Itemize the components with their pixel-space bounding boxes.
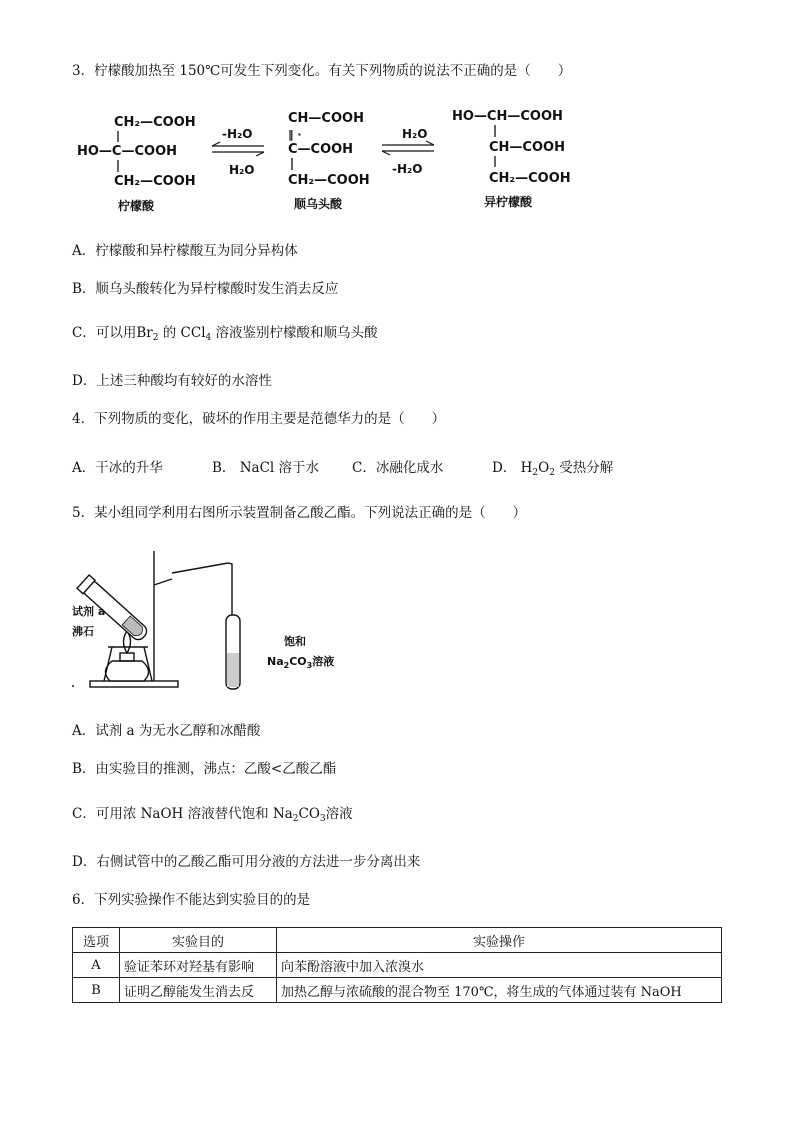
- q4-option-d: D． $H_2O_2$ 受热分解: [492, 460, 614, 478]
- q5-apparatus-figure: [72, 543, 372, 695]
- table-row: [73, 953, 722, 978]
- aconitic-row3: CH₂—COOH: [288, 173, 370, 188]
- row-b-purpose: 证明乙醇能发生消去反: [120, 978, 277, 1003]
- header-operation: 实验操作: [277, 928, 722, 953]
- isocitric-name: 异柠檬酸: [484, 195, 533, 209]
- q4-options: [72, 456, 613, 476]
- header-purpose: 实验目的: [120, 928, 277, 953]
- row-b-option: B: [73, 978, 120, 1003]
- table-row: [73, 978, 722, 1003]
- q3-option-a: A．柠檬酸和异柠檬酸互为同分异构体: [72, 243, 298, 259]
- arrow2-bottom-label: -H₂O: [392, 162, 423, 176]
- q4-stem: 4．下列物质的变化，破坏的作用主要是范德华力的是（ ）: [72, 411, 446, 427]
- boiling-stone-label: 沸石: [72, 625, 94, 638]
- q3-option-b: B．顺乌头酸转化为异柠檬酸时发生消去反应: [72, 281, 339, 297]
- header-option: 选项: [73, 928, 120, 953]
- q5-option-a: A．试剂 a 为无水乙醇和冰醋酸: [72, 723, 261, 739]
- q6-experiment-table: [72, 927, 722, 1003]
- q6-stem: 6．下列实验操作不能达到实验目的的是: [72, 892, 311, 908]
- citric-name: 柠檬酸: [118, 199, 155, 213]
- arrow2-top-label: H₂O: [402, 127, 428, 141]
- row-b-operation: 加热乙醇与浓硫酸的混合物至 170℃，将生成的气体通过装有 NaOH: [277, 978, 722, 1003]
- q5-stem: 5．某小组同学利用右图所示装置制备乙酸乙酯。下列说法正确的是（ ）: [72, 505, 527, 521]
- isocitric-row1: HO—CH—COOH: [452, 109, 563, 124]
- row-a-option: A: [73, 953, 120, 978]
- q3-stem: 3．柠檬酸加热至 150℃可发生下列变化。有关下列物质的说法不正确的是（ ）: [72, 63, 572, 79]
- reagent-a-label: 试剂 a: [72, 605, 106, 618]
- q4-option-a: A．干冰的升华: [72, 460, 163, 476]
- row-a-operation: 向苯酚溶液中加入浓溴水: [277, 953, 722, 978]
- q5-option-c: C．可用浓 NaOH 溶液替代饱和 $Na_2CO_3$溶液: [72, 806, 353, 824]
- q3-option-c: C．可以用$Br_2$ 的 CCl$_4$ 溶液鉴别柠檬酸和顺乌头酸: [72, 325, 378, 343]
- q3-option-d: D．上述三种酸均有较好的水溶性: [72, 373, 272, 389]
- arrow1-top-label: -H₂O: [222, 127, 253, 141]
- aconitic-row1: CH—COOH: [288, 111, 364, 126]
- saturated-label: 饱和: [284, 635, 306, 648]
- aconitic-row1b: ‖ ·: [288, 128, 302, 141]
- aconitic-name: 顺乌头酸: [294, 197, 343, 211]
- isocitric-row2: CH—COOH: [489, 140, 565, 155]
- q4-option-c: C．冰融化成水: [352, 460, 444, 476]
- arrow1-bottom-label: H₂O: [229, 163, 255, 177]
- row-a-purpose: 验证苯环对羟基有影响: [120, 953, 277, 978]
- na2co3-solution-label: $Na_2CO_3$溶液: [267, 655, 335, 670]
- q5-option-b: B．由实验目的推测，沸点：乙酸<乙酸乙酯: [72, 761, 337, 777]
- citric-row1: CH₂—COOH: [114, 115, 196, 130]
- citric-row3: CH₂—COOH: [114, 174, 196, 189]
- aconitic-row2: C—COOH: [288, 142, 354, 157]
- q4-option-b: B． NaCl 溶于水: [212, 460, 320, 476]
- q5-option-d: D．右侧试管中的乙酸乙酯可用分液的方法进一步分离出来: [72, 854, 421, 870]
- q3-reaction-scheme: [72, 100, 592, 218]
- isocitric-row3: CH₂—COOH: [489, 171, 571, 186]
- citric-row2: HO—C—COOH: [77, 144, 177, 159]
- table-header-row: [73, 928, 722, 953]
